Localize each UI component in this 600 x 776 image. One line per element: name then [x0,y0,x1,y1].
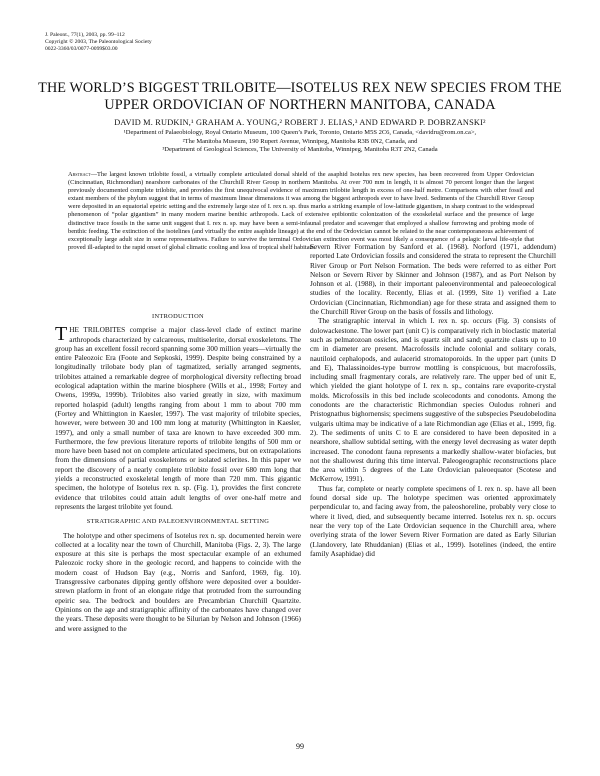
body-paragraph-3: Thus far, complete or nearly complete specimens of I. rex n. sp. have all been found dorsal side up. The holotype specimen was oriented approximately perpendicular to, and facing away from, the paleoshoreline, probably very close to where it lived, died, and subsequently became interred. Isotelus rex n. sp. occurs near the very top of the Late Ordovician sequence in the Churchill area, where overlying strata of the lower Severn River Formation are dated as Early Silurian (Llandovery, late Rhuddanian) (Elias et al., 1999). Isotelines (indeed, the entire family Asaphidae) did [310,483,556,558]
introduction-heading: INTRODUCTION [152,313,204,320]
affiliations [30,129,570,155]
introduction-paragraph [55,325,301,511]
introduction-lead: HE TRILOBITES [69,325,126,335]
left-column [55,312,301,633]
journal-citation: J. Paleont., 77(1), 2003, pp. 99–112 [45,32,125,38]
right-column [310,242,556,558]
journal-issn: 0022-3360/03/0077-0099$03.00 [45,46,118,52]
affiliation-2: ²The Manitoba Museum, 190 Rupert Avenue, Winnipeg, Manitoba R3B 0N2, Canada, and [182,137,418,145]
journal-header [45,32,152,53]
drop-cap: T [55,323,68,346]
abstract [68,171,534,252]
abstract-label: Abstract [68,171,91,178]
body-paragraph-1: Severn River Formation by Sanford et al. (1968). Norford (1971, addendum) reported Late Ordovician fossils and considered the strata to represent the Churchill River Group or Port Nelson Formation. The beds were referred to as either Port Nelson or Severn River by Skinner and Johnson (1987), and as Port Nelson by Johnson et al. (1988), in their important paleoenvironmental and paleoecological studies of the locality. Recently, Elias et al. (1999, Site 1) verified a Late Ordovician (Cincinnatian, Richmondian) age for these strata and assigned them to the Churchill River Group on the basis of fossils and lithology. [310,242,556,317]
affiliation-3: ³Department of Geological Sciences, The University of Manitoba, Winnipeg, Manitoba R3T 2N2, Canada [162,146,438,154]
abstract-text: —The largest known trilobite fossil, a virtually complete articulated dorsal shield of the asaphid Isotelus rex new species, has been recovered from Upper Ordovician (Cincinnatian, Richmondian) nearshore carbonates of the Churchill River Group in northern Manitoba. At over 700 mm in length, it is almost 70 percent longer than the largest previously documented complete trilobite, and provides the first unequivocal evidence of maximum trilobite length in excess of one-half metre. Comparisons with other fossil and extant members of the phylum suggest that in terms of maximum linear dimensions it was among the biggest arthropods ever to have lived. Sediments of the Churchill River Group were deposited in an equatorial epeiric setting and the extremely large size of I. rex n. sp. thus marks a striking example of low-latitude gigantism, in sharp contrast to the widespread phenomenon of “polar gigantism” in many modern marine benthic arthropods. Lack of extensive epibiontic colonization of the exoskeletal surface and the presence of large distinctive trace fossils in the same unit suggest that I. rex n. sp. may have been a semi-infaunal predator and scavenger that employed a shallow furrowing and probing mode of benthic feeding. The extinction of the isotelines (and virtually the entire asaphide lineage) at the end of the Ordovician cannot be related to the near contemporaneous achievement of exceptionally large adult size in some representatives. Failure to survive the terminal Ordovician extinction event was most likely a consequence of a pelagic larval life-style that proved ill-adapted to the rapid onset of global climatic cooling and loss of tropical shelf habitats. [68,171,534,251]
article-title: THE WORLD’S BIGGEST TRILOBITE—ISOTELUS REX NEW SPECIES FROM THE UPPER ORDOVICIAN OF NORTHERN MANITOBA, CANADA [38,80,562,113]
body-paragraph-2: The stratigraphic interval in which I. rex n. sp. occurs (Fig. 3) consists of dolowackestone. The lower part (unit C) is comparatively rich in bioclastic material such as pelmatozoan ossicles, and is quartz silt and sand; quartzite clasts up to 10 cm in diameter are present. Macrofossils include colonial and solitary corals, nautiloid cephalopods, and aulacerid stromatoporoids. In the upper part (units D and E), Thalassinoides-type burrow mottling is conspicuous, but macrofossils, including small fragmentary corals, are relatively rare. The upper bed of unit E, which yielded the giant holotype of I. rex n. sp., contains rare evaporite-crystal molds. Microfossils in this bed include scolecodonts and conodonts. Among the conodonts are the characteristic Richmondian species Oulodus rohneri and Pristognathus bighornensis; specimens suggestive of the subspecies Pseudobelodina vulgaris ultima may be indicative of a late Richmondian age (Elias et al., 1999, fig. 2). The sediments of units C to E are considered to have been deposited in a nearshore, shallow subtidal setting, with the energy level decreasing as water depth increased. The conodont fauna represents a markedly shallow-water biofacies, but not the shallowest during this time interval. Paleogeographic reconstructions place the area within 5 degrees of the Late Ordovician paleoequator (Scotese and McKerrow, 1991). [310,316,556,484]
stratigraphy-heading: STRATIGRAPHIC AND PALEOENVIRONMENTAL SETTING [86,518,270,526]
page-number: 99 [296,742,304,751]
author-list: DAVID M. RUDKIN,¹ GRAHAM A. YOUNG,² ROBERT J. ELIAS,³ AND EDWARD P. DOBRZANSKI² [114,118,486,127]
introduction-text: comprise a major class-level clade of extinct marine arthropods characterized by calcareous, multiselerite, dorsal exoskeletons. The group has an excellent fossil record spanning some 300 million years—virtually the entire Paleozoic Era (Foote and Sepkoski, 1999). Despite being constrained by a longitudinally trilobate body plan of tagmatized, serially arranged segments, trilobites attained a remarkable degree of morphological diversity reflecting broad ecological adaptation within the marine biosphere (Wills et al., 1998; Fortey and Owens, 1999a, 1999b). Trilobites also varied greatly in size, with maximum reported holaspid (adult) lengths ranging from about 1 mm to about 700 mm (Fortey and Whittington in Kaesler, 1997). The vast majority of trilobite species, however, were between 30 and 100 mm long at maturity (Whittington in Kaesler, 1997), and only a small number of taxa are known to have exceeded 300 mm. Furthermore, the few previous literature reports of trilobite lengths of 500 mm or more have been based not on complete articulated specimens, but on extrapolations from the dimensions of partial exoskeletons or isolated sclerites. In this paper we report the discovery of a nearly complete trilobite fossil over 680 mm long that yields a reconstructed exoskeletal length of more than 720 mm. This gigantic specimen, the holotype of Isotelus rex n. sp. (Fig. 1), provides the first concrete evidence that trilobites could attain adult lengths of over one-half metre and represents the largest trilobite yet found. [55,325,301,511]
affiliation-1: ¹Department of Palaeobiology, Royal Ontario Museum, 100 Queen’s Park, Toronto, Ontario M5S 2C6, Canada, <davidru@rom.on.ca>, [123,129,477,136]
journal-copyright: Copyright © 2003, The Paleontological Society [45,39,152,45]
stratigraphy-paragraph: The holotype and other specimens of Isotelus rex n. sp. documented herein were collected at a locality near the town of Churchill, Manitoba (Figs. 2, 3). The large exposure at this site is perhaps the most spectacular example of an exhumed Paleozoic rocky shore in the geologic record, and happens to coincide with the modern coast of Hudson Bay (e.g., Norris and Sanford, 1969, fig. 10). Transgressive carbonates dipping gently offshore were deposited over a boulder-strewn platform in front of an elongate ridge that protruded from the surrounding epeiric sea. The bedrock and boulders are Precambrian Churchill Quartzite. Opinions on the age and stratigraphic affinity of the carbonates have changed over the years. These deposits were thought to be Silurian by Nelson and Johnson (1966) and were assigned to the [55,530,301,633]
